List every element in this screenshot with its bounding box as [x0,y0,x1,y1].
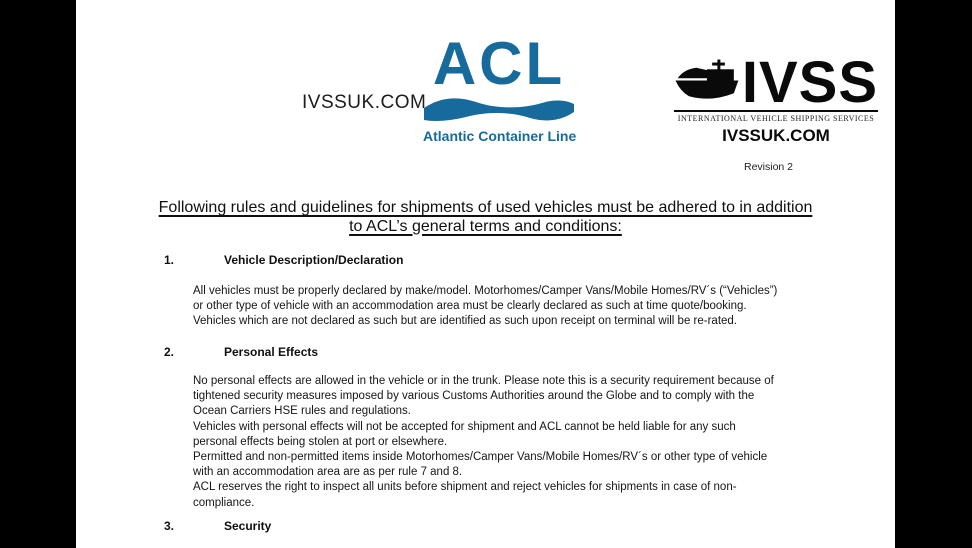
ivss-logo-row [674,50,878,115]
section-1-number: 1. [164,253,175,267]
document-title-line2: to ACL’s general terms and conditions: [349,217,622,235]
ivss-subtitle: INTERNATIONAL VEHICLE SHIPPING SERVICES [674,110,878,123]
body-line: All vehicles must be properly declared by make/model. Motorhomes/Camper Vans/Mobile Homes/RV´s (“Vehicles”) [193,285,778,297]
body-line: personal effects being stolen at port or elsewhere. [193,435,448,448]
document-title-line1: Following rules and guidelines for shipments of used vehicles must be adhered to in addition [158,199,813,216]
acl-wave-icon [424,95,574,123]
ivss-logo [674,50,878,146]
acl-logo [423,30,577,144]
body-line: compliance. [193,496,255,509]
section-2-body [193,374,774,511]
ivss-logo-text: IVSS [741,50,878,115]
section-2-title: Personal Effects [224,345,319,359]
document-title-row [76,218,895,237]
document-title-row [76,199,895,218]
body-line: Vehicles with personal effects will not be accepted for shipment and ACL cannot be held liable for any such [193,420,736,433]
body-line: No personal effects are allowed in the vehicle or in the trunk. Please note this is a security requirement because of [193,375,774,387]
cargo-ship-icon [674,57,740,107]
body-line: ACL reserves the right to inspect all units before shipment and reject vehicles for shipments in case of non- [193,481,737,494]
section-3-number: 3. [164,519,175,533]
section-3-title: Security [224,519,272,533]
section-1-body [193,284,777,330]
body-line: Ocean Carriers HSE rules and regulations. [193,405,411,418]
revision-label: Revision 2 [744,161,794,173]
acl-tagline: Atlantic Container Line [423,128,577,144]
document-page [76,0,895,548]
section-1-title: Vehicle Description/Declaration [224,253,404,267]
body-line: with an accommodation area are as per rule 7 and 8. [193,466,463,479]
acl-logo-text: ACL [432,30,566,97]
body-line: Permitted and non-permitted items inside Motorhomes/Camper Vans/Mobile Homes/RV´s or other type of vehicle [193,451,768,464]
body-line: Vehicles which are not declared as such but are identified as such upon receipt on terminal will be re-rated. [193,315,737,328]
body-line: tightened security measures imposed by various Customs Authorities around the Globe and to comply with the [193,390,755,403]
section-2-number: 2. [164,345,175,359]
document-title [76,199,895,236]
body-line: or other type of vehicle with an accommodation area must be clearly declared as such at time quote/booking. [193,300,747,313]
ivss-site-url: IVSSUK.COM [722,126,830,145]
ivssuk-url-left: IVSSUK.COM [302,92,427,113]
